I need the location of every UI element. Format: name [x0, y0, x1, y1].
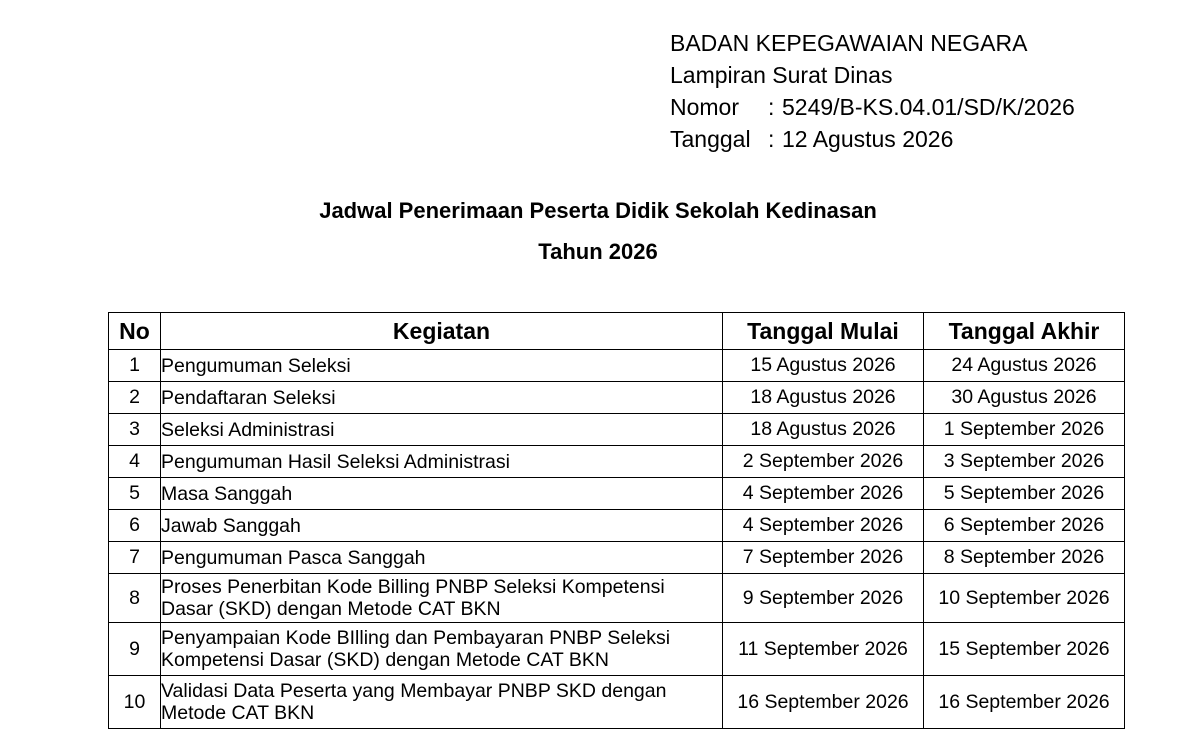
row-number: 10	[109, 676, 161, 729]
date-separator: :	[768, 126, 775, 152]
table-row	[109, 542, 1125, 574]
date-value: 12 Agustus 2026	[782, 126, 954, 152]
row-number: 7	[109, 542, 161, 574]
letter-number	[670, 91, 1075, 123]
agency-name: BADAN KEPEGAWAIAN NEGARA	[670, 30, 1028, 56]
number-separator: :	[768, 94, 775, 120]
row-start-date: 15 Agustus 2026	[723, 350, 924, 382]
row-end-date: 3 September 2026	[924, 446, 1125, 478]
column-header-no: No	[109, 313, 161, 350]
table-row	[109, 446, 1125, 478]
row-number: 1	[109, 350, 161, 382]
row-number: 3	[109, 414, 161, 446]
row-start-date: 4 September 2026	[723, 478, 924, 510]
row-end-date: 5 September 2026	[924, 478, 1125, 510]
row-end-date: 30 Agustus 2026	[924, 382, 1125, 414]
table-row	[109, 478, 1125, 510]
schedule-table	[108, 312, 1125, 729]
row-end-date: 6 September 2026	[924, 510, 1125, 542]
column-header-end-date: Tanggal Akhir	[924, 313, 1125, 350]
row-activity: Jawab Sanggah	[161, 510, 723, 542]
table-row	[109, 623, 1125, 676]
row-end-date: 10 September 2026	[924, 574, 1125, 623]
letter-date	[670, 123, 1075, 155]
row-end-date: 15 September 2026	[924, 623, 1125, 676]
row-activity: Penyampaian Kode BIlling dan Pembayaran PNBP Seleksi Kompetensi Dasar (SKD) dengan Metode CAT BKN	[161, 623, 723, 676]
row-activity: Validasi Data Peserta yang Membayar PNBP SKD dengan Metode CAT BKN	[161, 676, 723, 729]
row-number: 4	[109, 446, 161, 478]
table-row	[109, 414, 1125, 446]
row-number: 6	[109, 510, 161, 542]
number-label: Nomor	[670, 94, 740, 120]
row-start-date: 7 September 2026	[723, 542, 924, 574]
document-title: Jadwal Penerimaan Peserta Didik Sekolah Kedinasan	[319, 198, 877, 223]
row-activity: Masa Sanggah	[161, 478, 723, 510]
row-start-date: 4 September 2026	[723, 510, 924, 542]
row-activity: Pengumuman Pasca Sanggah	[161, 542, 723, 574]
table-row	[109, 350, 1125, 382]
row-end-date: 24 Agustus 2026	[924, 350, 1125, 382]
row-activity: Seleksi Administrasi	[161, 414, 723, 446]
row-end-date: 1 September 2026	[924, 414, 1125, 446]
row-number: 5	[109, 478, 161, 510]
date-label: Tanggal	[670, 126, 751, 152]
row-activity: Proses Penerbitan Kode Billing PNBP Seleksi Kompetensi Dasar (SKD) dengan Metode CAT BKN	[161, 574, 723, 623]
table-row	[109, 510, 1125, 542]
row-number: 8	[109, 574, 161, 623]
document-subtitle: Tahun 2026	[538, 239, 658, 264]
row-end-date: 16 September 2026	[924, 676, 1125, 729]
row-start-date: 16 September 2026	[723, 676, 924, 729]
table-row	[109, 382, 1125, 414]
row-number: 9	[109, 623, 161, 676]
row-start-date: 18 Agustus 2026	[723, 414, 924, 446]
table-row	[109, 574, 1125, 623]
row-start-date: 9 September 2026	[723, 574, 924, 623]
row-start-date: 11 September 2026	[723, 623, 924, 676]
column-header-start-date: Tanggal Mulai	[723, 313, 924, 350]
row-start-date: 2 September 2026	[723, 446, 924, 478]
letter-header	[670, 27, 1075, 155]
row-activity: Pengumuman Hasil Seleksi Administrasi	[161, 446, 723, 478]
table-row	[109, 676, 1125, 729]
row-end-date: 8 September 2026	[924, 542, 1125, 574]
row-number: 2	[109, 382, 161, 414]
table-header-row	[109, 313, 1125, 350]
row-activity: Pengumuman Seleksi	[161, 350, 723, 382]
column-header-activity: Kegiatan	[161, 313, 723, 350]
attachment-label: Lampiran Surat Dinas	[670, 62, 893, 88]
row-activity: Pendaftaran Seleksi	[161, 382, 723, 414]
row-start-date: 18 Agustus 2026	[723, 382, 924, 414]
number-value: 5249/B-KS.04.01/SD/K/2026	[782, 94, 1075, 120]
